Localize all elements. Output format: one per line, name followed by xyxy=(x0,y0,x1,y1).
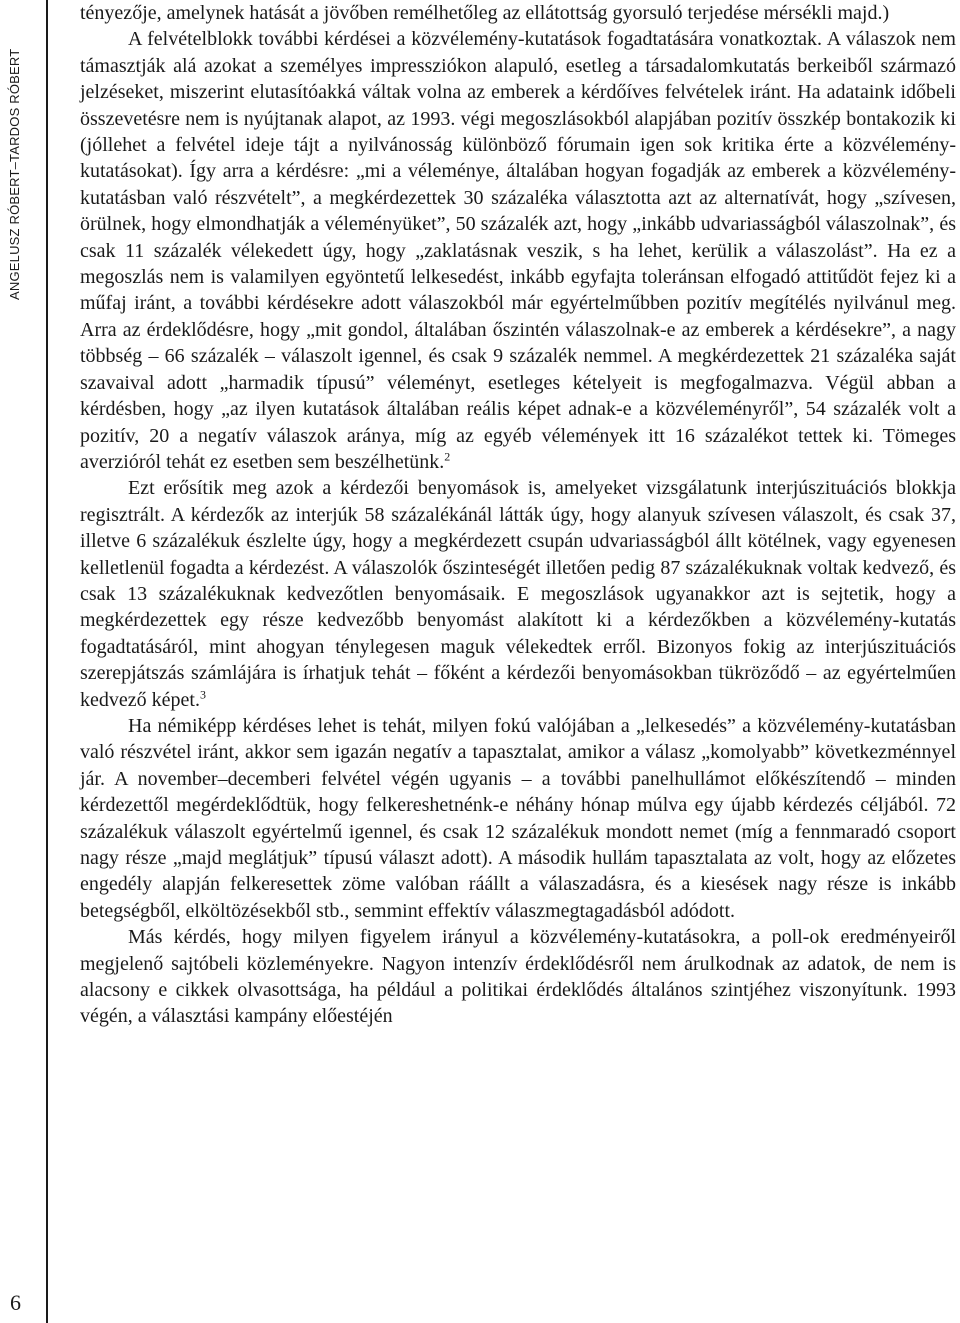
paragraph-4 xyxy=(80,713,956,924)
paragraph-5-text: Más kérdés, hogy milyen figyelem irányul a közvélemény-kutatásokra, a poll-ok eredményeiről megjelenő sajtóbeli közleményekre. Nagyon intenzív érdeklődésről nem árulkodnak az adatok, de nem is alacsony e cikkek olvasottsága, ha például a politikai érdeklődés általános szintjéhez viszonyítunk. 1993 végén, a választási kampány előestéjén xyxy=(80,926,956,1028)
running-head: ANGELUSZ RÓBERT–TARDOS RÓBERT xyxy=(7,48,22,300)
footnote-marker-3: 3 xyxy=(199,686,206,701)
paragraph-5 xyxy=(80,924,956,1030)
paragraph-2 xyxy=(80,26,956,475)
paragraph-4-text: Ha némiképp kérdéses lehet is tehát, milyen fokú valójában a „lelkesedés” a közvélemény-kutatásban való részvétel iránt, akkor sem igazán negatív a tapasztalat, amikor a válasz „komolyabb” következménnyel jár. A november–decemberi felvétel végén ugyanis – a további panelhullámot előkészítendő – minden kérdezettől megérdeklődtük, hogy felkereshetnénk-e néhány hónap múlva egy újabb kérdezés céljából. 72 százalékuk válaszolt egyértelmű igennel, és csak 12 százalékuk mondott nemet (míg a fennmaradó csoport nagy része „majd meglátjuk” típusú választ adott). A második hullám tapasztalata az volt, hogy az előzetes engedély alapján felkeresettek zöme valóban ráállt a válaszadásra, és a kiesések nagy része is inkább betegségből, elköltözésekből stb., semmint effektív válaszmegtagadásból adódott. xyxy=(80,714,956,922)
margin-rule xyxy=(46,0,48,1323)
paragraph-3-text: Ezt erősítik meg azok a kérdezői benyomások is, amelyeket vizsgálatunk interjúszituációs blokkja regisztrált. A kérdezők az interjúk 58 százalékánál látták úgy, hogy alanyuk szívesen válaszolt, és csak 37, illetve 6 százalékuk észlelte úgy, hogy a megkérdezett csupán udvariasságból állt kötélnek, vagy egyenesen kelletlenül fogadta a kérdezést. A válaszolók őszinteségét illetően pedig 87 százalékuknak voltak kedvező, és csak 13 százalékuknak kedvezőtlen benyomásaik. E megoszlások ugyanakkor azt is sejtetik, hogy a megkérdezettek egy része kedvezőbb benyomást alakított ki a kérdezőkben a közvélemény-kutatás fogadtatásáról, mint ahogyan ténylegesen maguk vélekedtek erről. Bizonyos fokig az interjúszituációs szerepjátszás számlájára is írhatjuk tehát – főként a kérdezői benyomásokban tükröződő – az egyértelműen kedvező képet. xyxy=(80,477,956,711)
paragraph-3 xyxy=(80,475,956,713)
paragraph-1 xyxy=(80,0,956,26)
paragraph-1-text: tényezője, amelynek hatását a jövőben remélhetőleg az ellátottság gyorsuló terjedése mérsékli majd.) xyxy=(80,2,890,24)
paragraph-2-text: A felvételblokk további kérdései a közvélemény-kutatások fogadtatására vonatkoztak. A válaszok nem támasztják alá azokat a személyes impressziókon alapuló, esetleg a társadalomkutatás berkeiből származó jelzéseket, miszerint elutasítóakká váltak volna az emberek a kérdőíves felvételek iránt. Ha adataink időbeli összevetésre nem is nyújtanak alapot, az 1993. végi megoszlásokból alapjában pozitív összkép bontakozik ki (jóllehet a felvétel ideje tájt a nyilvánosság különböző fórumain igen sok kritika érte a közvélemény-kutatásokat). Így arra a kérdésre: „mi a véleménye, általában hogyan fogadják az emberek a közvélemény-kutatásban való részvételt”, a megkérdezettek 30 százaléka választotta azt az alternatívát, hogy „szívesen, örülnek, hogy elmondhatják a véleményüket”, 50 százalék azt, hogy „inkább udvariasságból válaszolnak”, és csak 11 százalék vélekedett úgy, hogy „zaklatásnak veszik, s ha lehet, kerülik a válaszolást”. Ha ez a megoszlás nem is valamilyen egyöntetű lelkesedést, inkább egyfajta toleránsan elfogadó attitűdöt fejez ki a műfaj iránt, a további kérdésekre adott válaszokból már egyértelműbben pozitív megítélés nyilvánul meg. Arra az érdeklődésre, hogy „mit gondol, általában őszintén válaszolnak-e az emberek a kérdésekre”, a nagy többség – 66 százalék – válaszolt igennel, és csak 9 százalék nemmel. A megkérdezettek 21 százaléka saját szavaival adott „harmadik típusú” véleményt, esetleges kételyeit is megfogalmazva. Végül abban a kérdésben, hogy „az ilyen kutatások általában reális képet adnak-e a közvéleményről”, 54 százalék volt a pozitív, 20 a negatív válaszok aránya, míg az egyéb vélemények itt 16 százalékot tettek ki. Tömeges averzióról tehát ez esetben sem beszélhetünk. xyxy=(80,28,956,473)
body-text xyxy=(80,0,956,1030)
page-number: 6 xyxy=(10,1290,21,1315)
footnote-marker-2: 2 xyxy=(444,449,451,464)
